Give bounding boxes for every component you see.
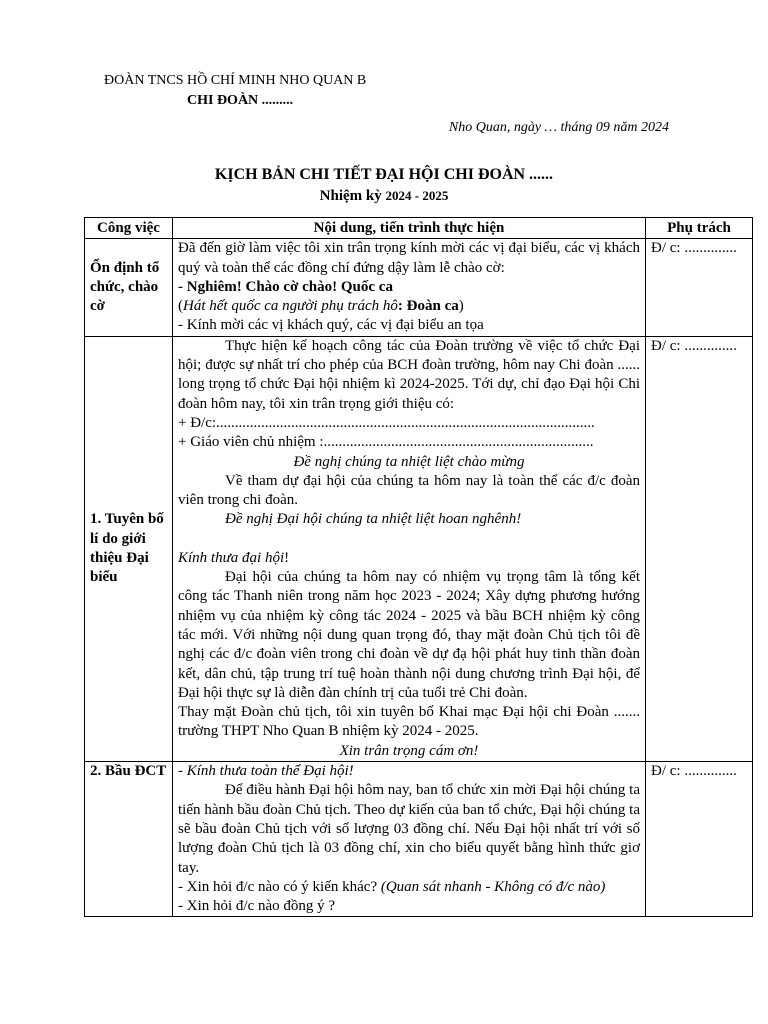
- content-cell: [173, 762, 646, 917]
- task-cell: 2. Bầu ĐCT: [85, 762, 173, 917]
- content-paragraph: + Giáo viên chủ nhiệm :........................................................................: [178, 434, 594, 451]
- content-paragraph: - Kính thưa toàn thể Đại hội!: [178, 763, 354, 780]
- table-row: [85, 336, 753, 761]
- column-header-responsible: Phụ trách: [646, 218, 753, 239]
- responsible-cell: Đ/ c: ..............: [646, 336, 753, 761]
- content-paragraph: Đã đến giờ làm việc tôi xin trân trọng kính mời các vị đại biểu, các vị khách quý và toàn thể các đồng chí đứng dậy làm lễ chào cờ:: [178, 240, 640, 276]
- organization-header: ĐOÀN TNCS HỒ CHÍ MINH NHO QUAN B: [104, 73, 367, 88]
- italic-note: Hát hết quốc ca người phụ trách hô: [183, 298, 398, 315]
- table-row: [85, 762, 753, 917]
- paren-open: (: [178, 298, 183, 315]
- content-paragraph: - Xin hỏi đ/c nào đồng ý ?: [178, 898, 336, 915]
- content-cell: [173, 336, 646, 761]
- table-row: [85, 239, 753, 336]
- document-title: KỊCH BẢN CHI TIẾT ĐẠI HỘI CHI ĐOÀN ......: [214, 166, 554, 183]
- date-line: Nho Quan, ngày … tháng 09 năm 2024: [448, 120, 669, 135]
- responsible-cell: Đ/ c: ..............: [646, 762, 753, 917]
- term-label: Nhiệm kỳ: [319, 188, 386, 204]
- content-paragraph: Đại hội của chúng ta hôm nay có nhiệm vụ trọng tâm là tổng kết công tác Thanh niên trong năm học 2023 - 2024; Xây dựng phương hướng nhiệm vụ của nhiệm kỳ công tác 2024 - 2025 và bầu BCH nhiệm kỳ công tác mới. Với những nội dung quan trọng đó, thay mặt đoàn Chủ tịch tôi đề nghị các đ/c đoàn viên trong chi đoàn về dự đạ hội phát huy tinh thần đoàn kết, dân chủ, tập trung trí tuệ hoàn thành nội dung chương trình Đại hội, để Đại hội thực sự là diễn đàn chính trị của tuổi trẻ Chi đoàn.: [178, 569, 640, 701]
- content-paragraph: - Nghiêm! Chào cờ chào! Quốc ca: [178, 278, 393, 295]
- blank-line: [178, 530, 640, 549]
- term-years: 2024 - 2025: [385, 188, 449, 203]
- table-header-row: [85, 218, 753, 239]
- greeting-text: Kính thưa đại hội: [178, 549, 285, 566]
- content-paragraph: Đề nghị Đại hội chúng ta nhiệt liệt hoan nghênh!: [225, 511, 522, 528]
- content-paragraph: [178, 549, 640, 568]
- content-paragraph: [178, 878, 640, 897]
- column-header-content: Nội dung, tiến trình thực hiện: [173, 218, 646, 239]
- content-paragraph: Để điều hành Đại hội hôm nay, ban tổ chức xin mời Đại hội chúng ta tiến hành bầu đoàn Chủ tịch. Theo dự kiến của ban tổ chức, Đại hội chúng ta sẽ bầu đoàn Chủ tịch với số lượng 03 đồng chí. Nếu Đại hội nhất trí với số lượng đoàn Chủ tịch là 03 đồng chí, xin cho biểu quyết bằng hình thức giơ tay.: [178, 782, 640, 876]
- content-paragraph: + Đ/c:.....................................................................................................: [178, 414, 595, 431]
- column-header-task: Công việc: [85, 218, 173, 239]
- branch-header: CHI ĐOÀN .........: [187, 93, 294, 108]
- content-paragraph: Xin trân trọng cám ơn!: [339, 742, 479, 759]
- italic-note: (Quan sát nhanh - Không có đ/c nào): [380, 878, 606, 895]
- document-subtitle: [0, 188, 768, 205]
- content-cell: [173, 239, 646, 336]
- content-paragraph: Thực hiện kế hoạch công tác của Đoàn trường về việc tổ chức Đại hội; được sự nhất trí cho phép của BCH đoàn trường, hôm nay Chi đoàn ...... long trọng tổ chức Đại hội nhiệm kì 2024-2025. Tới dự, chỉ đạo Đại hội Chi đoàn hôm nay, tôi xin trân trọng giới thiệu có:: [178, 337, 640, 412]
- question-text: - Xin hỏi đ/c nào có ý kiến khác?: [178, 878, 381, 895]
- program-table: [84, 217, 753, 917]
- content-paragraph: - Kính mời các vị khách quý, các vị đại biểu an tọa: [178, 317, 484, 334]
- content-paragraph: Thay mặt Đoàn chủ tịch, tôi xin tuyên bố Khai mạc Đại hội chi Đoàn ....... trường THPT Nho Quan B nhiệm kỳ 2024 - 2025.: [178, 704, 640, 740]
- bold-note: : Đoàn ca: [397, 298, 459, 315]
- content-paragraph: [178, 297, 640, 316]
- paren-close: ): [458, 298, 464, 315]
- greeting-mark: !: [284, 549, 290, 566]
- responsible-cell: Đ/ c: ..............: [646, 239, 753, 336]
- task-cell: Ổn định tổ chức, chào cờ: [85, 239, 173, 336]
- content-paragraph: Đề nghị chúng ta nhiệt liệt chào mừng: [293, 453, 525, 470]
- content-paragraph: Về tham dự đại hội của chúng ta hôm nay là toàn thể các đ/c đoàn viên trong chi đoàn.: [178, 472, 640, 509]
- task-cell: 1. Tuyên bố lí do giới thiệu Đại biểu: [85, 336, 173, 761]
